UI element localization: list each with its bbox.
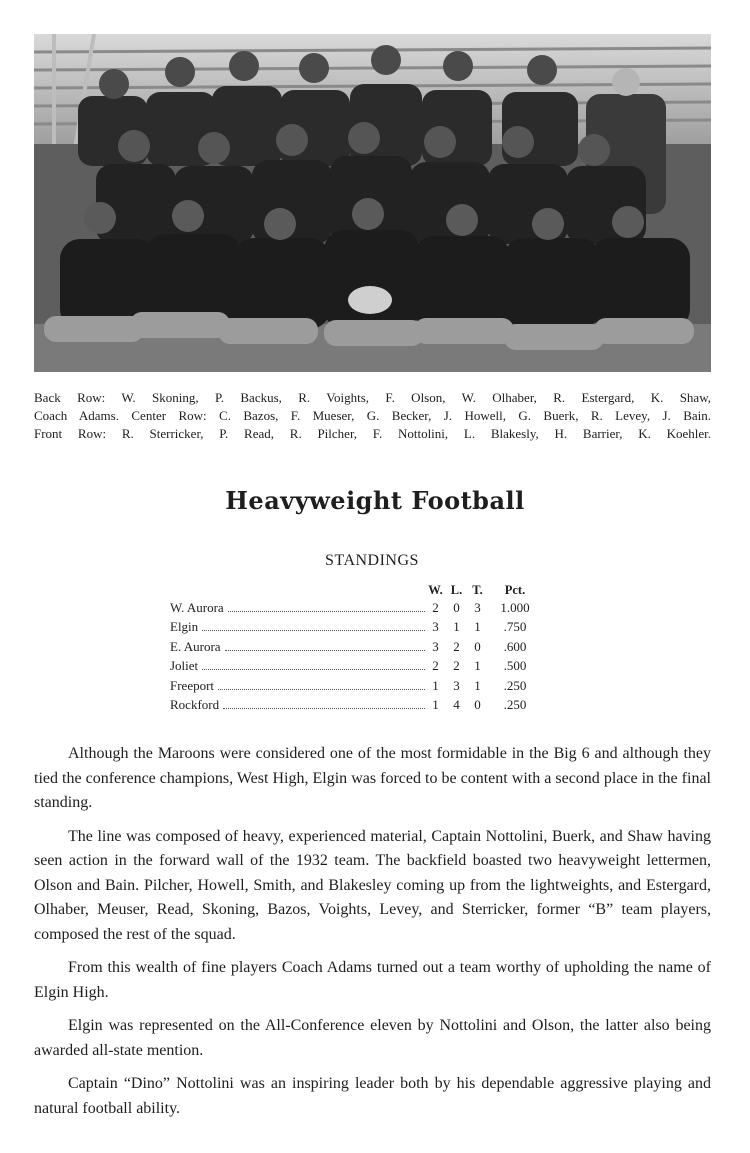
team-name: E. Aurora bbox=[170, 638, 221, 654]
paragraph: Captain “Dino” Nottolini was an inspiring leader both by his dependable aggressive playing and natural football ability. bbox=[34, 1075, 711, 1117]
pct: .250 bbox=[503, 697, 527, 713]
ties: 0 bbox=[474, 697, 481, 713]
page-title: Heavyweight Football bbox=[225, 486, 525, 515]
col-losses: L. bbox=[450, 582, 463, 597]
standings-heading: STANDINGS bbox=[325, 552, 419, 569]
caption-center-row: Coach Adams. Center Row: C. Bazos, F. Mueser, G. Becker, J. Howell, G. Buerk, R. Levey, J. Bain. bbox=[34, 408, 711, 423]
caption-front-row: Front Row: R. Sterricker, P. Read, R. Pilcher, F. Nottolini, L. Blakesly, H. Barrier, K. Koehler. bbox=[34, 426, 711, 441]
ties: 1 bbox=[474, 619, 481, 635]
wins: 3 bbox=[432, 619, 439, 635]
paragraph: Although the Maroons were considered one of the most formidable in the Big 6 and although they tied the conference champions, West High, Elgin was forced to be content with a second place in the final standing. bbox=[34, 745, 711, 811]
losses: 4 bbox=[453, 697, 460, 713]
col-wins: W. bbox=[428, 582, 443, 597]
team-name: Joliet bbox=[170, 658, 199, 674]
standings-table bbox=[170, 582, 542, 715]
team-name: Rockford bbox=[170, 697, 220, 713]
pct: .250 bbox=[503, 677, 527, 693]
pct: .500 bbox=[503, 658, 527, 674]
ties: 1 bbox=[474, 677, 481, 693]
team-photo-illustration bbox=[34, 34, 711, 372]
team-photo bbox=[34, 34, 711, 372]
wins: 3 bbox=[432, 638, 439, 654]
pct: .750 bbox=[503, 619, 527, 635]
losses: 2 bbox=[453, 638, 460, 654]
ties: 1 bbox=[474, 658, 481, 674]
losses: 0 bbox=[453, 599, 460, 615]
team-name: Freeport bbox=[170, 677, 215, 693]
paragraph: The line was composed of heavy, experienced material, Captain Nottolini, Buerk, and Shaw having seen action in the forward wall of the 1932 team. The backfield boasted two heavyweight lettermen, Olson and Bain. Pilcher, Howell, Smith, and Blakesley coming up from the lightweights, and Estergard, Olhaber, Meuser, Read, Skoning, Bazos, Voights, Levey, and Sterricker, former “B” team players, composed the rest of the squad. bbox=[34, 827, 711, 943]
pct: 1.000 bbox=[500, 599, 530, 615]
ties: 0 bbox=[474, 638, 481, 654]
wins: 2 bbox=[432, 599, 439, 615]
table-row bbox=[170, 696, 542, 716]
table-row bbox=[170, 598, 542, 618]
paragraph: Elgin was represented on the All-Conference eleven by Nottolini and Olson, the latter also being awarded all-state mention. bbox=[34, 1017, 711, 1059]
caption-back-row: Back Row: W. Skoning, P. Backus, R. Voights, F. Olson, W. Olhaber, R. Estergard, K. Shaw, bbox=[34, 390, 711, 405]
table-row bbox=[170, 676, 542, 696]
team-name: W. Aurora bbox=[170, 599, 224, 615]
team-name: Elgin bbox=[170, 619, 199, 635]
article-body bbox=[34, 742, 711, 1130]
standings-header-row bbox=[170, 582, 542, 598]
wins: 2 bbox=[432, 658, 439, 674]
losses: 3 bbox=[453, 677, 460, 693]
losses: 2 bbox=[453, 658, 460, 674]
table-row bbox=[170, 618, 542, 638]
table-row bbox=[170, 637, 542, 657]
wins: 1 bbox=[432, 677, 439, 693]
photo-caption bbox=[34, 389, 711, 443]
col-ties: T. bbox=[472, 582, 483, 597]
pct: .600 bbox=[503, 638, 527, 654]
losses: 1 bbox=[453, 619, 460, 635]
paragraph: From this wealth of fine players Coach Adams turned out a team worthy of upholding the name of Elgin High. bbox=[34, 959, 711, 1001]
ties: 3 bbox=[474, 599, 481, 615]
table-row bbox=[170, 657, 542, 677]
wins: 1 bbox=[432, 697, 439, 713]
col-pct: Pct. bbox=[504, 582, 526, 597]
